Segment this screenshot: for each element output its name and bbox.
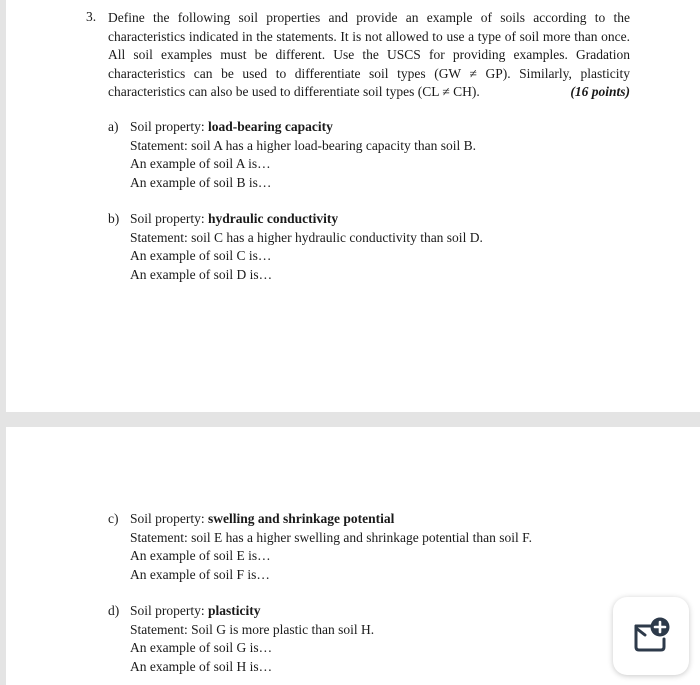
property-row (130, 210, 483, 229)
part-b (108, 210, 483, 284)
part-a (108, 118, 476, 192)
property-row (130, 602, 374, 621)
question-number: 3. (86, 9, 97, 24)
property-prefix: Soil property: (130, 119, 208, 134)
property-row (130, 510, 532, 529)
statement: Statement: soil A has a higher load-bearing capacity than soil B. (130, 137, 477, 153)
part-c (108, 510, 532, 584)
add-note-button[interactable] (613, 597, 689, 675)
question-last-row (108, 83, 630, 102)
property-name: swelling and shrinkage potential (208, 511, 395, 526)
example-line: An example of soil F is… (130, 566, 270, 582)
example-line: An example of soil C is… (130, 248, 272, 264)
statement: Statement: soil C has a higher hydraulic conductivity than soil D. (130, 229, 483, 245)
part-d (108, 602, 374, 676)
example-line: An example of soil E is… (130, 548, 271, 564)
part-letter: d) (108, 603, 120, 618)
property-name: plasticity (208, 603, 261, 618)
property-name: load-bearing capacity (208, 119, 333, 134)
example-line: An example of soil A is… (130, 156, 271, 172)
part-letter: c) (108, 511, 119, 526)
question-line: characteristics indicated in the statements. It is not allowed to use a type of soil more than once. (108, 28, 630, 44)
question-line: Define the following soil properties and provide an example of soils according to the (108, 10, 630, 25)
example-line: An example of soil B is… (130, 174, 272, 190)
statement: Statement: soil E has a higher swelling and shrinkage potential than soil F. (130, 529, 532, 545)
property-prefix: Soil property: (130, 211, 208, 226)
property-row (130, 118, 476, 137)
add-note-icon (631, 617, 673, 655)
points-label: (16 points) (570, 84, 630, 100)
property-prefix: Soil property: (130, 603, 208, 618)
part-letter: a) (108, 119, 119, 134)
example-line: An example of soil G is… (130, 640, 273, 656)
question-prompt (108, 9, 630, 102)
question-line: characteristics can also be used to differentiate soil types (CL ≠ CH). (108, 84, 480, 100)
statement: Statement: Soil G is more plastic than soil H. (130, 621, 375, 637)
property-prefix: Soil property: (130, 511, 208, 526)
property-name: hydraulic conductivity (208, 211, 339, 226)
example-line: An example of soil D is… (130, 266, 273, 282)
question-line: characteristics can be used to differentiate soil types (GW ≠ GP). Similarly, plasticity (108, 65, 630, 81)
question-line: All soil examples must be different. Use the USCS for providing examples. Gradation (108, 47, 630, 63)
part-letter: b) (108, 211, 120, 226)
example-line: An example of soil H is… (130, 658, 273, 674)
